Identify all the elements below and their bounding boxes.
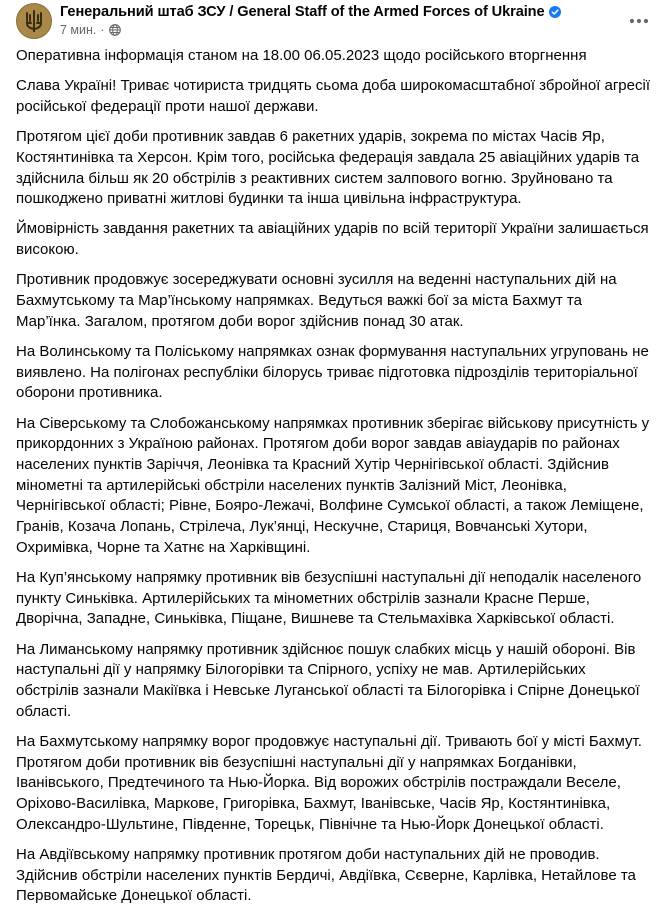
author-row — [60, 2, 561, 22]
post-paragraph: На Авдіївському напрямку противник протягом доби наступальних дій не проводив. Здійснив обстріли населених пунктів Бердичі, Авдіївка, Сєверне, Карлівка, Нетайлове та Первомайське Донецької області. — [16, 845, 636, 905]
post-paragraph: На Куп’янському напрямку противник вів безуспішні наступальні дії неподалік населеного пункту Синьківка. Артилерійських та мінометних обстрілів зазнали Красне Перше, Дворічна, Западне, Синьківка, Піщане, Вишневе та Стельмахівка Харківської області. — [16, 568, 642, 628]
globe-icon[interactable] — [109, 24, 121, 36]
post-paragraph: На Волинському та Поліському напрямках ознак формування наступальних угруповань не виявлено. На полігонах республіки білорусь триває підготовка підрозділів територіальної оборони противника. — [16, 342, 649, 402]
post-header — [0, 0, 667, 46]
post-meta — [60, 22, 121, 38]
post-timestamp[interactable]: 7 мин. — [60, 23, 97, 37]
page-avatar[interactable] — [16, 3, 52, 39]
post-paragraph: Протягом цієї доби противник завдав 6 ракетних ударів, зокрема по містах Часів Яр, Костянтинівка та Херсон. Крім того, російська федерація завдала 25 авіаційних ударів та здійснила більш як 20 обстрілів з реактивних систем залпового вогню. Зруйновано та пошкоджено приватні житлові будинки та інша цивільна інфраструктура. — [16, 128, 640, 208]
post-paragraph: Слава Україні! Триває чотириста тридцять сьома доба широкомасштабної збройної агресії російської федерації проти нашої держави. — [16, 77, 650, 115]
post-paragraph: Оперативна інформація станом на 18.00 06.05.2023 щодо російського вторгнення — [16, 47, 587, 64]
more-options-button[interactable] — [622, 4, 656, 38]
author-name[interactable]: Генеральний штаб ЗСУ / General Staff of the Armed Forces of Ukraine — [60, 4, 545, 20]
post-paragraph: На Лиманському напрямку противник здійснює пошук слабких місць у нашій обороні. Вів наступальні дії у напрямку Білогорівки та Спірного, успіху не мав. Артилерійських обстрілів зазнали Макіївка і Невське Луганської області та Білогорівка і Спірне Донецької області. — [16, 640, 640, 720]
more-options-icon — [629, 18, 649, 24]
meta-separator: · — [100, 23, 105, 37]
post-paragraph: Ймовірність завдання ракетних та авіаційних ударів по всій території України залишається високою. — [16, 220, 649, 259]
verified-badge-icon — [549, 6, 561, 18]
post-paragraph: На Сіверському та Слобожанському напрямках противник зберігає військову присутність у прикордонних з Україною районах. Протягом доби ворог завдав авіаударів по районах населених пунктів Заріччя, Леонівка та Красний Хутір Чернігівської області. Здійснив мінометні та артилерійські обстріли населених пунктів Залізний Міст, Леонівка, Чернігівської області; Рівне, Бояро-Лежачі, Волфине Сумської області, а також Леміщене, Гранів, Козача Лопань, Стрілеча, Лук’янці, Нескучне, Стариця, Вовчанські Хутори, Охримівка, Чорне та Хатнє на Харківщині. — [16, 414, 650, 556]
post-body — [16, 46, 650, 917]
coat-of-arms-icon — [24, 9, 44, 33]
post-paragraph: На Бахмутському напрямку ворог продовжує наступальні дії. Тривають бої у місті Бахмут. Протягом доби противник вів безуспішні наступальні дії у напрямках Богданівки, Іванівського, Предтечиного та Нью-Йорка. Від ворожих обстрілів постраждали Веселе, Оріхово-Василівка, Маркове, Григорівка, Бахмут, Іванівське, Часів Яр, Костянтинівка, Олександро-Шультине, Південне, Торецьк, Північне та Нью-Йорк Донецької області. — [16, 732, 642, 833]
post-paragraph: Противник продовжує зосереджувати основні зусилля на веденні наступальних дій на Бахмутському та Мар’їнському напрямках. Ведуться важкі бої за міста Бахмут та Мар’їнка. Загалом, протягом доби ворог здійснив понад 30 атак. — [16, 271, 617, 330]
